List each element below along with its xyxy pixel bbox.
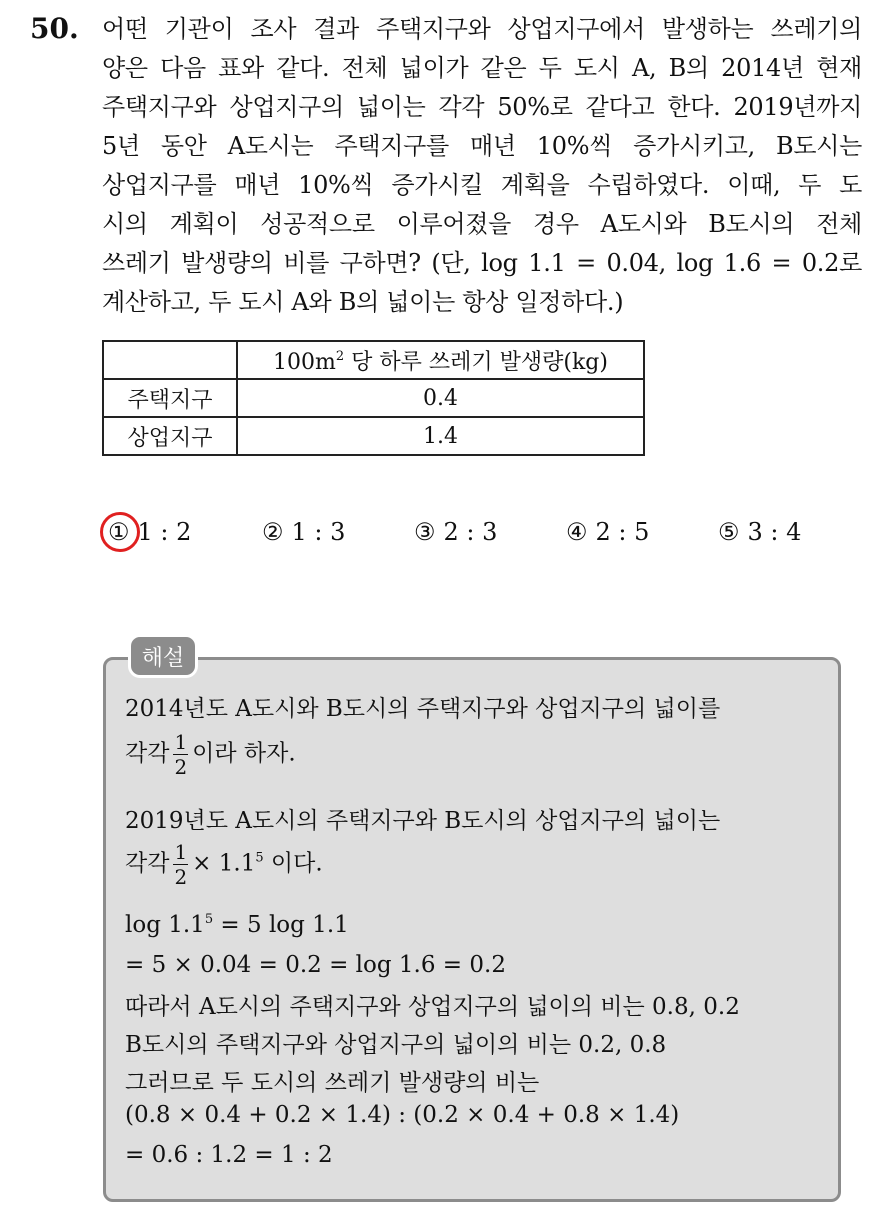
choice-text: 2 : 5 <box>595 518 650 546</box>
table-header-row <box>103 341 644 379</box>
fraction <box>173 842 188 887</box>
question-line: 어떤 기관이 조사 결과 주택지구와 상업지구에서 발생하는 쓰레기의 <box>102 15 862 43</box>
explanation-line: B도시의 주택지구와 상업지구의 넓이의 비는 0.2, 0.8 <box>125 1032 667 1058</box>
exponent: 5 <box>255 850 264 866</box>
explanation-line: (0.8 × 0.4 + 0.2 × 1.4) : (0.2 × 0.4 + 0.8 × 1.4) <box>125 1102 680 1128</box>
explanation-line: 2014년도 A도시와 B도시의 주택지구와 상업지구의 넓이를 <box>125 696 721 722</box>
fraction-denominator: 2 <box>174 865 188 889</box>
choice-number: ④ <box>566 518 588 546</box>
explanation-text-segment: = 5 log 1.1 <box>213 912 349 938</box>
choice-text: 1 : 2 <box>137 518 192 546</box>
question-number: 50. <box>30 12 79 45</box>
table-header-post: 당 하루 쓰레기 발생량(kg) <box>344 349 608 375</box>
explanation-line <box>125 732 296 777</box>
question-line: 5년 동안 A도시는 주택지구를 매년 10%씩 증가시키고, B도시는 <box>102 132 862 160</box>
explanation-text-segment: log 1.1 <box>125 912 205 938</box>
table-row-value: 0.4 <box>237 379 644 417</box>
choice-5[interactable] <box>718 518 801 546</box>
fraction-numerator: 1 <box>174 730 188 754</box>
question-line: 시의 계획이 성공적으로 이루어졌을 경우 A도시와 B도시의 전체 <box>102 210 862 238</box>
table-row-value: 1.4 <box>237 417 644 455</box>
explanation-line: = 0.6 : 1.2 = 1 : 2 <box>125 1142 333 1168</box>
waste-table <box>102 340 645 456</box>
explanation-line: 따라서 A도시의 주택지구와 상업지구의 넓이의 비는 0.8, 0.2 <box>125 994 740 1020</box>
choice-number: ② <box>262 518 284 546</box>
choice-text: 3 : 4 <box>747 518 802 546</box>
table-header-pre: 100m <box>273 349 336 375</box>
explanation-line: = 5 × 0.04 = 0.2 = log 1.6 = 0.2 <box>125 952 506 978</box>
explanation-text-segment: 각각 <box>125 740 170 767</box>
explanation-tab: 해설 <box>128 634 198 678</box>
question-line: 상업지구를 매년 10%씩 증가시킬 계획을 수립하였다. 이때, 두 도 <box>102 171 862 199</box>
table-row-label: 상업지구 <box>103 417 237 455</box>
question-line: 쓰레기 발생량의 비를 구하면? (단, log 1.1 = 0.04, log 1.6 = 0.2로 <box>102 249 862 277</box>
question-line: 주택지구와 상업지구의 넓이는 각각 50%로 같다고 한다. 2019년까지 <box>102 93 862 121</box>
fraction <box>173 732 188 777</box>
fraction-numerator: 1 <box>174 840 188 864</box>
choice-text: 2 : 3 <box>443 518 498 546</box>
choice-2[interactable] <box>262 518 345 546</box>
choice-number: ⑤ <box>718 518 740 546</box>
choice-number: ③ <box>414 518 436 546</box>
explanation-line <box>125 912 349 938</box>
explanation-line: 그러므로 두 도시의 쓰레기 발생량의 비는 <box>125 1070 540 1096</box>
question-line: 계산하고, 두 도시 A와 B의 넓이는 항상 일정하다.) <box>102 288 624 316</box>
fraction-denominator: 2 <box>174 755 188 779</box>
explanation-text-segment: 이라 하자. <box>192 740 296 767</box>
table-row <box>103 417 644 455</box>
table-row-label: 주택지구 <box>103 379 237 417</box>
table-header <box>237 341 644 379</box>
choice-3[interactable] <box>414 518 497 546</box>
choice-4[interactable] <box>566 518 649 546</box>
choice-text: 1 : 3 <box>291 518 346 546</box>
selected-answer-circle <box>100 512 140 552</box>
explanation-line <box>125 842 323 887</box>
question-line: 양은 다음 표와 같다. 전체 넓이가 같은 두 도시 A, B의 2014년 현재 <box>102 54 862 82</box>
explanation-text-segment: × 1.1 <box>192 850 256 877</box>
table-header-sup: 2 <box>335 348 345 364</box>
explanation-line: 2019년도 A도시의 주택지구와 B도시의 상업지구의 넓이는 <box>125 808 721 834</box>
explanation-text-segment: 각각 <box>125 850 170 877</box>
explanation-text-segment: 이다. <box>263 850 323 877</box>
exponent: 5 <box>204 912 214 927</box>
table-header-blank <box>103 341 237 379</box>
question-text <box>102 10 862 322</box>
table-row <box>103 379 644 417</box>
choice-number: ① <box>108 518 130 546</box>
